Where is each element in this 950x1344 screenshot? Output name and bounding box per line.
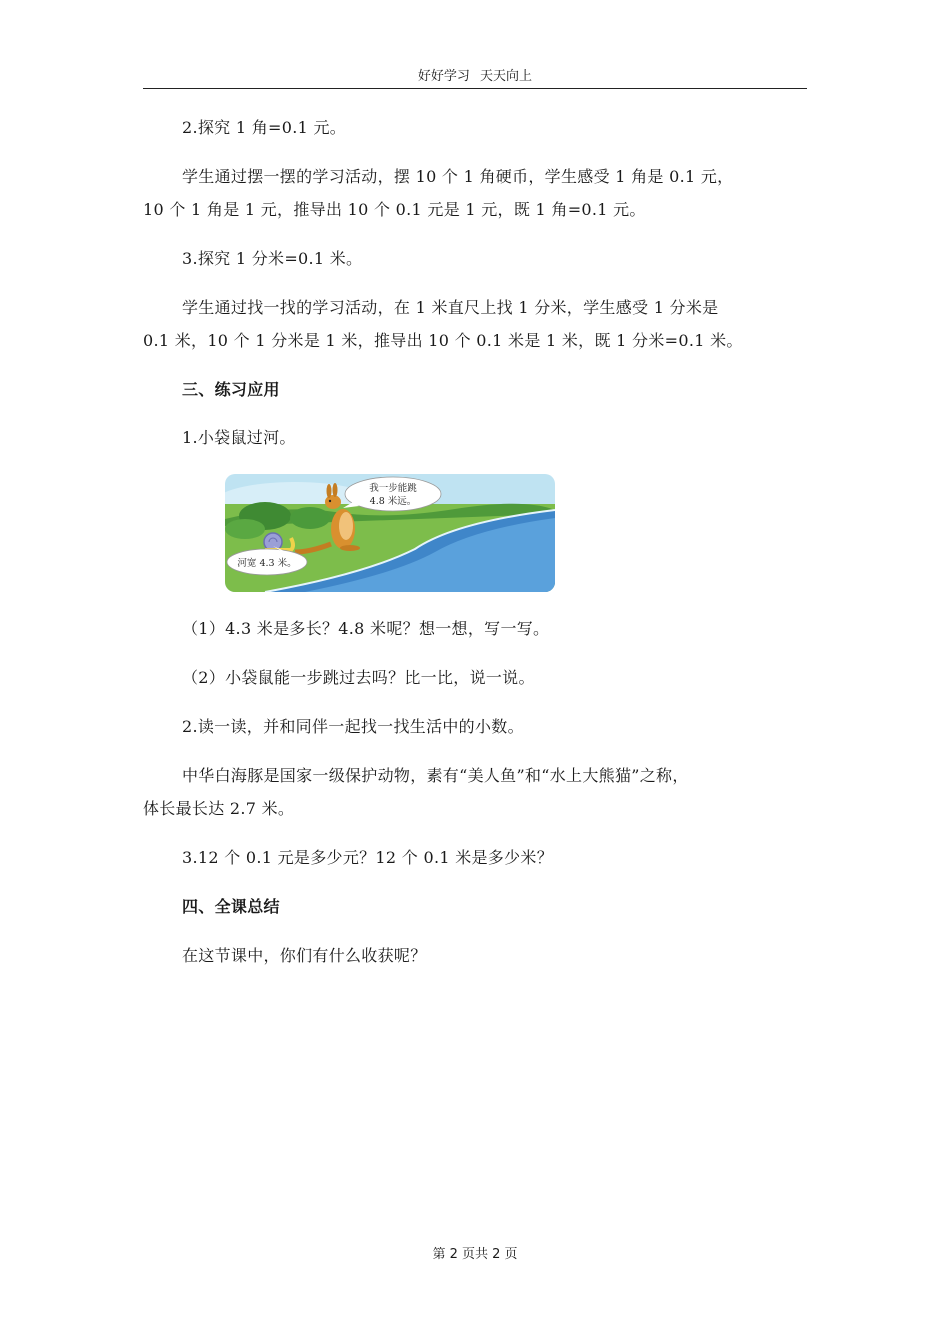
page-footer [0, 1243, 950, 1262]
paragraph: 在这节课中，你们有什么收获呢？ [182, 946, 427, 965]
paragraph: 2.探究 1 角=0.1 元。 [182, 118, 347, 137]
paragraph: 学生通过找一找的学习活动，在 1 米直尺上找 1 分米，学生感受 1 分米是 [182, 298, 719, 317]
paragraph: 0.1 米，10 个 1 分米是 1 米，推导出 10 个 0.1 米是 1 米，既 1 分米=0.1 米。 [143, 331, 743, 350]
paragraph: 体长最长达 2.7 米。 [143, 799, 295, 818]
paragraph: 10 个 1 角是 1 元，推导出 10 个 0.1 元是 1 元，既 1 角=0.1 元。 [143, 200, 646, 219]
paragraph: 1.小袋鼠过河。 [182, 428, 296, 447]
paragraph: 3.探究 1 分米=0.1 米。 [182, 249, 363, 268]
paragraph: 学生通过摆一摆的学习活动，摆 10 个 1 角硬币，学生感受 1 角是 0.1 元， [182, 167, 734, 186]
kangaroo-river-illustration [225, 474, 555, 592]
section-heading: 四、全课总结 [182, 897, 280, 916]
kangaroo-bubble-line2: 4.8 米远。 [369, 496, 417, 507]
paragraph: 中华白海豚是国家一级保护动物，素有“美人鱼”和“水上大熊猫”之称， [182, 766, 689, 785]
river-scene-image [225, 474, 555, 592]
page-header [143, 66, 807, 89]
paragraph: 3.12 个 0.1 元是多少元？12 个 0.1 米是多少米？ [182, 848, 553, 867]
paragraph: 2.读一读，并和同伴一起找一找生活中的小数。 [182, 717, 524, 736]
page-number: 第 2 页共 2 页 [432, 1247, 518, 1262]
snail-bubble-text: 河宽 4.3 米。 [237, 558, 297, 569]
section-heading: 三、练习应用 [182, 380, 280, 399]
header-text: 好好学习 天天向上 [417, 69, 533, 84]
kangaroo-bubble-line1: 我一步能跳 [369, 483, 417, 494]
question: （2）小袋鼠能一步跳过去吗？比一比，说一说。 [182, 668, 535, 687]
question: （1）4.3 米是多长？4.8 米呢？想一想，写一写。 [182, 619, 550, 638]
